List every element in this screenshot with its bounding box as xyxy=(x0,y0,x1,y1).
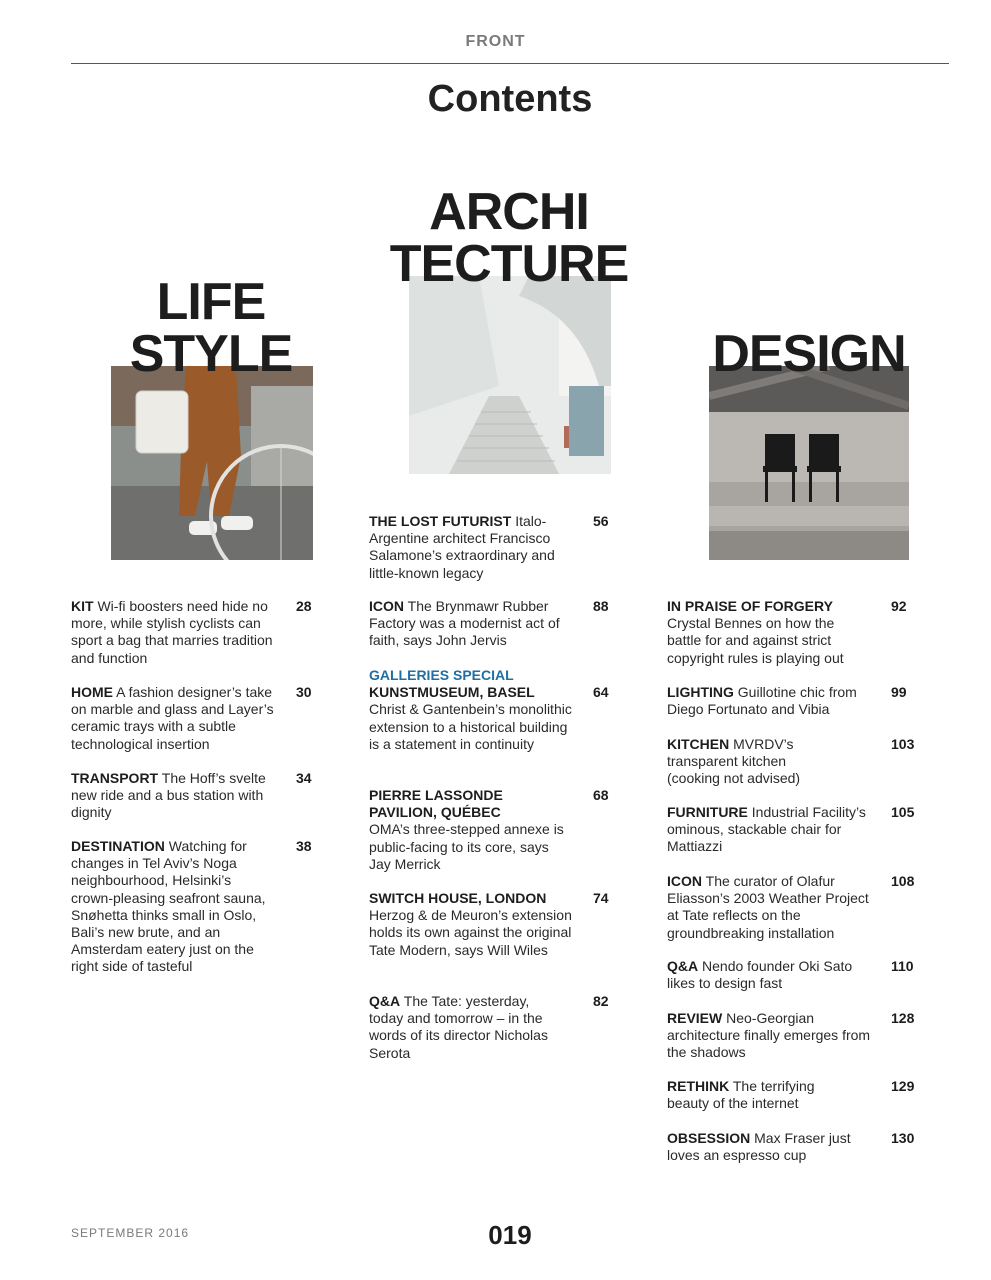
toc-entry-icon-weather-project[interactable] xyxy=(667,873,879,942)
toc-page-number: 82 xyxy=(593,993,609,1009)
toc-entry-transport[interactable] xyxy=(71,770,276,822)
toc-page-number: 74 xyxy=(593,890,609,906)
toc-page-number: 68 xyxy=(593,787,609,803)
toc-entry-text: Italo-Argentine architect Francisco Salamone’s extraordinary and little-known legacy xyxy=(369,513,555,581)
toc-entry-kit[interactable] xyxy=(71,598,276,667)
toc-entry-text: MVRDV’s transparent kitchen (cooking not advised) xyxy=(667,736,801,787)
toc-page-number: 92 xyxy=(891,598,907,614)
toc-entry-review[interactable] xyxy=(667,1010,872,1062)
toc-page-number: 38 xyxy=(296,838,312,854)
section-label: FRONT xyxy=(465,33,526,50)
heading-lifestyle-line-2: STYLE xyxy=(129,325,293,383)
toc-page-number: 103 xyxy=(891,736,915,752)
toc-entry-text: The Brynmawr Rubber Factory was a modernist act of faith, says John Jervis xyxy=(369,598,560,649)
toc-entry-keyword: IN PRAISE OF FORGERY xyxy=(667,598,833,614)
header-divider xyxy=(71,63,949,64)
toc-entry-pierre-lassonde[interactable] xyxy=(369,787,574,873)
issue-date: SEPTEMBER 2016 xyxy=(71,1226,190,1240)
toc-page-number: 129 xyxy=(891,1078,915,1094)
toc-entry-lighting[interactable] xyxy=(667,684,879,718)
toc-entry-keyword: TRANSPORT xyxy=(71,770,159,786)
toc-page-number: 64 xyxy=(593,684,609,700)
toc-entry-forgery[interactable] xyxy=(667,598,872,667)
toc-entry-text: Guillotine chic from Diego Fortunato and Vibia xyxy=(667,684,857,718)
toc-page-number: 105 xyxy=(891,804,915,820)
toc-page-number: 34 xyxy=(296,770,312,786)
heading-lifestyle xyxy=(111,273,311,383)
toc-entry-home[interactable] xyxy=(71,684,276,753)
toc-entry-keyword: LIGHTING xyxy=(667,684,734,700)
toc-entry-text: Herzog & de Meuron’s extension holds its own against the original Tate Modern, says Will Wiles xyxy=(369,907,572,958)
toc-page-number: 110 xyxy=(891,958,914,974)
toc-entry-keyword: Q&A xyxy=(369,993,401,1009)
toc-page-number: 99 xyxy=(891,684,907,700)
stackable-chairs-image xyxy=(709,366,909,560)
toc-entry-text: The Hoff’s svelte new ride and a bus station with dignity xyxy=(71,770,266,821)
toc-entry-keyword: Q&A xyxy=(667,958,699,974)
toc-entry-rethink[interactable] xyxy=(667,1078,847,1112)
toc-entry-keyword: KUNSTMUSEUM, BASEL xyxy=(369,684,535,701)
galleries-special-kicker: GALLERIES SPECIAL xyxy=(369,667,514,683)
toc-entry-furniture[interactable] xyxy=(667,804,872,856)
toc-entry-text: Neo-Georgian architecture finally emerges from the shadows xyxy=(667,1010,871,1061)
toc-entry-keyword: ICON xyxy=(667,873,702,889)
toc-entry-keyword: FURNITURE xyxy=(667,804,748,820)
toc-entry-keyword: KIT xyxy=(71,598,94,614)
toc-page-number: 88 xyxy=(593,598,609,614)
toc-page-number: 128 xyxy=(891,1010,915,1026)
toc-entry-keyword: RETHINK xyxy=(667,1078,730,1094)
toc-entry-keyword: OBSESSION xyxy=(667,1130,751,1146)
toc-page-number: 108 xyxy=(891,873,915,889)
page-folio: 019 xyxy=(488,1220,532,1250)
toc-page-number: 56 xyxy=(593,513,609,529)
page-title: Contents xyxy=(427,78,593,120)
toc-entry-text: OMA’s three-stepped annexe is public-facing to its core, says Jay Merrick xyxy=(369,821,564,872)
toc-entry-text: Crystal Bennes on how the battle for and against strict copyright rules is playing out xyxy=(667,615,844,666)
toc-entry-icon-brynmawr[interactable] xyxy=(369,598,574,650)
heading-architecture-line-1: ARCHI xyxy=(429,183,589,241)
heading-design-line-1: DESIGN xyxy=(712,325,906,383)
heading-architecture xyxy=(370,183,648,293)
toc-entry-keyword: PIERRE LASSONDE PAVILION, QUÉBEC xyxy=(369,787,503,821)
toc-entry-text: The terrifying beauty of the internet xyxy=(667,1078,815,1112)
toc-entry-destination[interactable] xyxy=(71,838,276,976)
toc-entry-text: Max Fraser just loves an espresso cup xyxy=(667,1130,851,1164)
toc-entry-kitchen[interactable] xyxy=(667,736,837,788)
toc-entry-text: Wi-fi boosters need hide no more, while stylish cyclists can sport a bag that marries tradition and function xyxy=(71,598,273,666)
toc-entry-keyword: DESTINATION xyxy=(71,838,165,854)
toc-entry-text: The curator of Olafur Eliasson’s 2003 Weather Project at Tate reflects on the groundbreaking installation xyxy=(667,873,869,941)
toc-entry-qa-nendo[interactable] xyxy=(667,958,867,992)
toc-entry-switch-house[interactable] xyxy=(369,890,574,959)
heading-architecture-line-2: TECTURE xyxy=(389,235,629,293)
toc-entry-keyword: SWITCH HOUSE, LONDON xyxy=(369,890,547,906)
toc-entry-obsession[interactable] xyxy=(667,1130,867,1164)
toc-page-number: 30 xyxy=(296,684,312,700)
heading-lifestyle-line-1: LIFE xyxy=(156,273,266,331)
toc-page-number: 28 xyxy=(296,598,312,614)
design-photo xyxy=(709,366,909,560)
cyclist-with-bag-image xyxy=(111,366,313,560)
toc-entry-keyword: KITCHEN xyxy=(667,736,730,752)
toc-entry-keyword: ICON xyxy=(369,598,404,614)
toc-entry-lost-futurist[interactable] xyxy=(369,513,579,582)
toc-entry-text: Nendo founder Oki Sato likes to design fast xyxy=(667,958,853,992)
toc-entry-qa-tate[interactable] xyxy=(369,993,554,1062)
toc-entry-keyword: HOME xyxy=(71,684,113,700)
architecture-photo xyxy=(409,276,611,474)
lifestyle-photo xyxy=(111,366,313,560)
toc-entry-kunstmuseum[interactable] xyxy=(369,667,574,753)
toc-entry-keyword: THE LOST FUTURIST xyxy=(369,513,512,529)
heading-design xyxy=(699,325,919,383)
toc-entry-text: The Tate: yesterday, today and tomorrow – in the words of its director Nicholas Serota xyxy=(369,993,548,1061)
toc-entry-text: A fashion designer’s take on marble and glass and Layer’s ceramic trays with a subtle technological insertion xyxy=(71,684,274,752)
toc-page-number: 130 xyxy=(891,1130,915,1146)
gallery-staircase-image xyxy=(409,276,611,474)
toc-entry-text: Industrial Facility’s ominous, stackable chair for Mattiazzi xyxy=(667,804,866,855)
toc-entry-text: Watching for changes in Tel Aviv’s Noga neighbourhood, Helsinki’s crown-pleasing seafront sauna, Snøhetta thinks small in Oslo, Bali’s new brute, and an Amsterdam eatery just on the right side of tasteful xyxy=(71,838,266,975)
toc-entry-text: Christ & Gantenbein’s monolithic extension to a historical building is a statement in continuity xyxy=(369,701,572,752)
toc-entry-keyword: REVIEW xyxy=(667,1010,723,1026)
